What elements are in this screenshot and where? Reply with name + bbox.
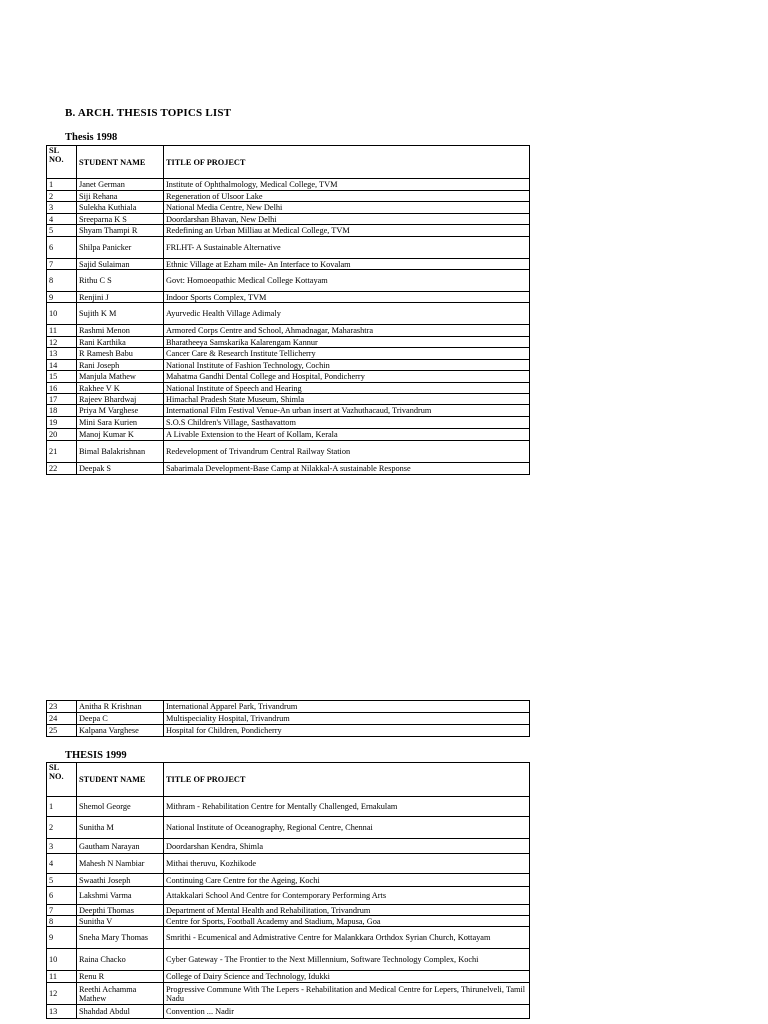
thesis-1998-continued-rows <box>47 701 530 737</box>
header-project-title: TITLE OF PROJECT <box>164 763 530 797</box>
cell-sl-no: 11 <box>47 971 77 983</box>
cell-sl-no: 11 <box>47 325 77 337</box>
cell-student-name: Gautham Narayan <box>77 839 164 854</box>
table-row <box>47 394 530 405</box>
cell-project-title: International Apparel Park, Trivandrum <box>164 701 530 713</box>
header-student-name: STUDENT NAME <box>77 146 164 179</box>
header-sl-no: SL NO. <box>47 146 77 179</box>
cell-project-title: Indoor Sports Complex, TVM <box>164 292 530 303</box>
cell-sl-no: 2 <box>47 817 77 839</box>
table-row <box>47 983 530 1005</box>
thesis-1998-table <box>46 145 530 475</box>
table-header-row <box>47 146 530 179</box>
thesis-1998-continued-table <box>46 700 530 737</box>
cell-sl-no: 15 <box>47 371 77 383</box>
cell-project-title: Smrithi - Ecumenical and Admistrative Centre for Malankkara Orthdox Syrian Church, Kottayam <box>164 927 530 949</box>
cell-sl-no: 3 <box>47 202 77 214</box>
cell-student-name: Shahdad Abdul <box>77 1005 164 1019</box>
table-row <box>47 905 530 916</box>
cell-sl-no: 5 <box>47 874 77 887</box>
cell-student-name: Sulekha Kuthiala <box>77 202 164 214</box>
cell-student-name: Manjula Mathew <box>77 371 164 383</box>
table-row <box>47 325 530 337</box>
table-row <box>47 270 530 292</box>
thesis-1999-rows <box>47 797 530 1019</box>
cell-student-name: Rajeev Bhardwaj <box>77 394 164 405</box>
table-row <box>47 179 530 191</box>
cell-sl-no: 6 <box>47 887 77 905</box>
table-row <box>47 360 530 371</box>
cell-project-title: National Institute of Speech and Hearing <box>164 383 530 394</box>
cell-project-title: Cancer Care & Research Institute Tellicherry <box>164 348 530 360</box>
cell-sl-no: 13 <box>47 1005 77 1019</box>
cell-student-name: Rithu C S <box>77 270 164 292</box>
cell-project-title: Mahatma Gandhi Dental College and Hospital, Pondicherry <box>164 371 530 383</box>
table-row <box>47 337 530 348</box>
cell-project-title: International Film Festival Venue-An urban insert at Vazhuthacaud, Trivandrum <box>164 405 530 417</box>
cell-student-name: Shyam Thampi R <box>77 225 164 237</box>
cell-sl-no: 24 <box>47 713 77 725</box>
cell-student-name: Reethi Achamma Mathew <box>77 983 164 1005</box>
cell-sl-no: 7 <box>47 259 77 270</box>
cell-student-name: Bimal Balakrishnan <box>77 441 164 463</box>
cell-project-title: Attakkalari School And Centre for Contemporary Performing Arts <box>164 887 530 905</box>
cell-sl-no: 10 <box>47 949 77 971</box>
cell-sl-no: 14 <box>47 360 77 371</box>
header-sl-no: SL NO. <box>47 763 77 797</box>
cell-project-title: Continuing Care Centre for the Ageing, Kochi <box>164 874 530 887</box>
cell-sl-no: 4 <box>47 854 77 874</box>
cell-project-title: National Media Centre, New Delhi <box>164 202 530 214</box>
cell-sl-no: 20 <box>47 429 77 441</box>
cell-student-name: Sreeparna K S <box>77 214 164 225</box>
cell-sl-no: 9 <box>47 927 77 949</box>
table-row <box>47 874 530 887</box>
cell-student-name: Renu R <box>77 971 164 983</box>
table-header-row <box>47 763 530 797</box>
cell-sl-no: 13 <box>47 348 77 360</box>
header-project-title: TITLE OF PROJECT <box>164 146 530 179</box>
table-row <box>47 916 530 927</box>
cell-project-title: Hospital for Children, Pondicherry <box>164 725 530 737</box>
cell-student-name: Shemol George <box>77 797 164 817</box>
table-row <box>47 405 530 417</box>
cell-project-title: National Institute of Fashion Technology, Cochin <box>164 360 530 371</box>
section-heading-1998: Thesis 1998 <box>65 132 118 143</box>
cell-project-title: Mithram - Rehabilitation Centre for Mentally Challenged, Ernakulam <box>164 797 530 817</box>
cell-project-title: Regeneration of Ulsoor Lake <box>164 191 530 202</box>
table-row <box>47 797 530 817</box>
cell-student-name: Rashmi Menon <box>77 325 164 337</box>
cell-student-name: Kalpana Varghese <box>77 725 164 737</box>
table-row <box>47 701 530 713</box>
cell-student-name: Sujith K M <box>77 303 164 325</box>
cell-project-title: Department of Mental Health and Rehabilitation, Trivandrum <box>164 905 530 916</box>
cell-student-name: Deepthi Thomas <box>77 905 164 916</box>
cell-student-name: Shilpa Panicker <box>77 237 164 259</box>
cell-student-name: Deepak S <box>77 463 164 475</box>
cell-student-name: Raina Chacko <box>77 949 164 971</box>
cell-student-name: Renjini J <box>77 292 164 303</box>
cell-student-name: Rani Karthika <box>77 337 164 348</box>
cell-student-name: R Ramesh Babu <box>77 348 164 360</box>
cell-project-title: FRLHT- A Sustainable Alternative <box>164 237 530 259</box>
cell-student-name: Anitha R Krishnan <box>77 701 164 713</box>
cell-student-name: Sunitha M <box>77 817 164 839</box>
cell-student-name: Priya M Varghese <box>77 405 164 417</box>
cell-project-title: Convention ... Nadir <box>164 1005 530 1019</box>
table-row <box>47 429 530 441</box>
cell-student-name: Siji Rehana <box>77 191 164 202</box>
cell-sl-no: 10 <box>47 303 77 325</box>
cell-project-title: Govt: Homoeopathic Medical College Kottayam <box>164 270 530 292</box>
cell-sl-no: 9 <box>47 292 77 303</box>
cell-sl-no: 3 <box>47 839 77 854</box>
cell-sl-no: 23 <box>47 701 77 713</box>
cell-project-title: Institute of Ophthalmology, Medical College, TVM <box>164 179 530 191</box>
cell-project-title: Redevelopment of Trivandrum Central Railway Station <box>164 441 530 463</box>
thesis-1999-table <box>46 762 530 1019</box>
cell-student-name: Rani Joseph <box>77 360 164 371</box>
cell-sl-no: 16 <box>47 383 77 394</box>
cell-student-name: Sneha Mary Thomas <box>77 927 164 949</box>
table-row <box>47 214 530 225</box>
table-row <box>47 817 530 839</box>
table-row <box>47 383 530 394</box>
cell-student-name: Sunitha V <box>77 916 164 927</box>
table-row <box>47 839 530 854</box>
cell-project-title: Centre for Sports, Football Academy and Stadium, Mapusa, Goa <box>164 916 530 927</box>
table-row <box>47 303 530 325</box>
cell-project-title: Himachal Pradesh State Museum, Shimla <box>164 394 530 405</box>
table-row <box>47 854 530 874</box>
cell-project-title: College of Dairy Science and Technology, Idukki <box>164 971 530 983</box>
cell-student-name: Sajid Sulaiman <box>77 259 164 270</box>
cell-sl-no: 1 <box>47 179 77 191</box>
cell-project-title: S.O.S Children's Village, Sasthavattom <box>164 417 530 429</box>
cell-project-title: Cyber Gateway - The Frontier to the Next Millennium, Software Technology Complex, Kochi <box>164 949 530 971</box>
cell-sl-no: 18 <box>47 405 77 417</box>
cell-student-name: Swaathi Joseph <box>77 874 164 887</box>
cell-sl-no: 5 <box>47 225 77 237</box>
header-student-name: STUDENT NAME <box>77 763 164 797</box>
cell-project-title: Ayurvedic Health Village Adimaly <box>164 303 530 325</box>
table-row <box>47 887 530 905</box>
table-row <box>47 1005 530 1019</box>
cell-sl-no: 25 <box>47 725 77 737</box>
cell-project-title: Bharatheeya Samskarika Kalarengam Kannur <box>164 337 530 348</box>
cell-project-title: Doordarshan Bhavan, New Delhi <box>164 214 530 225</box>
cell-project-title: Armored Corps Centre and School, Ahmadnagar, Maharashtra <box>164 325 530 337</box>
table-row <box>47 225 530 237</box>
table-row <box>47 713 530 725</box>
table-row <box>47 371 530 383</box>
cell-student-name: Rakhee V K <box>77 383 164 394</box>
cell-sl-no: 8 <box>47 270 77 292</box>
cell-sl-no: 12 <box>47 983 77 1005</box>
cell-project-title: Redefining an Urban Milliau at Medical College, TVM <box>164 225 530 237</box>
table-row <box>47 191 530 202</box>
cell-sl-no: 22 <box>47 463 77 475</box>
cell-project-title: Sabarimala Development-Base Camp at Nilakkal-A sustainable Response <box>164 463 530 475</box>
table-row <box>47 971 530 983</box>
cell-project-title: Mithai theruvu, Kozhikode <box>164 854 530 874</box>
cell-student-name: Mahesh N Nambiar <box>77 854 164 874</box>
cell-project-title: Ethnic Village at Ezham mile- An Interface to Kovalam <box>164 259 530 270</box>
table-row <box>47 927 530 949</box>
cell-project-title: Progressive Commune With The Lepers - Rehabilitation and Medical Centre for Lepers, Thirunelveli, Tamil Nadu <box>164 983 530 1005</box>
table-row <box>47 237 530 259</box>
table-row <box>47 259 530 270</box>
cell-student-name: Janet German <box>77 179 164 191</box>
cell-student-name: Mini Sara Kurien <box>77 417 164 429</box>
cell-sl-no: 17 <box>47 394 77 405</box>
table-row <box>47 348 530 360</box>
table-row <box>47 725 530 737</box>
cell-project-title: A Livable Extension to the Heart of Kollam, Kerala <box>164 429 530 441</box>
cell-sl-no: 12 <box>47 337 77 348</box>
table-row <box>47 441 530 463</box>
cell-sl-no: 8 <box>47 916 77 927</box>
thesis-1998-rows <box>47 179 530 475</box>
section-heading-1999: THESIS 1999 <box>65 750 127 761</box>
cell-sl-no: 2 <box>47 191 77 202</box>
table-row <box>47 292 530 303</box>
cell-sl-no: 19 <box>47 417 77 429</box>
cell-sl-no: 7 <box>47 905 77 916</box>
cell-sl-no: 6 <box>47 237 77 259</box>
cell-project-title: Doordarshan Kendra, Shimla <box>164 839 530 854</box>
document-title: B. ARCH. THESIS TOPICS LIST <box>65 107 232 119</box>
table-row <box>47 417 530 429</box>
table-row <box>47 949 530 971</box>
cell-sl-no: 1 <box>47 797 77 817</box>
cell-sl-no: 4 <box>47 214 77 225</box>
table-row <box>47 463 530 475</box>
cell-student-name: Deepa C <box>77 713 164 725</box>
cell-student-name: Lakshmi Varma <box>77 887 164 905</box>
cell-project-title: Multispeciality Hospital, Trivandrum <box>164 713 530 725</box>
cell-sl-no: 21 <box>47 441 77 463</box>
table-row <box>47 202 530 214</box>
cell-student-name: Manoj Kumar K <box>77 429 164 441</box>
cell-project-title: National Institute of Oceanography, Regional Centre, Chennai <box>164 817 530 839</box>
